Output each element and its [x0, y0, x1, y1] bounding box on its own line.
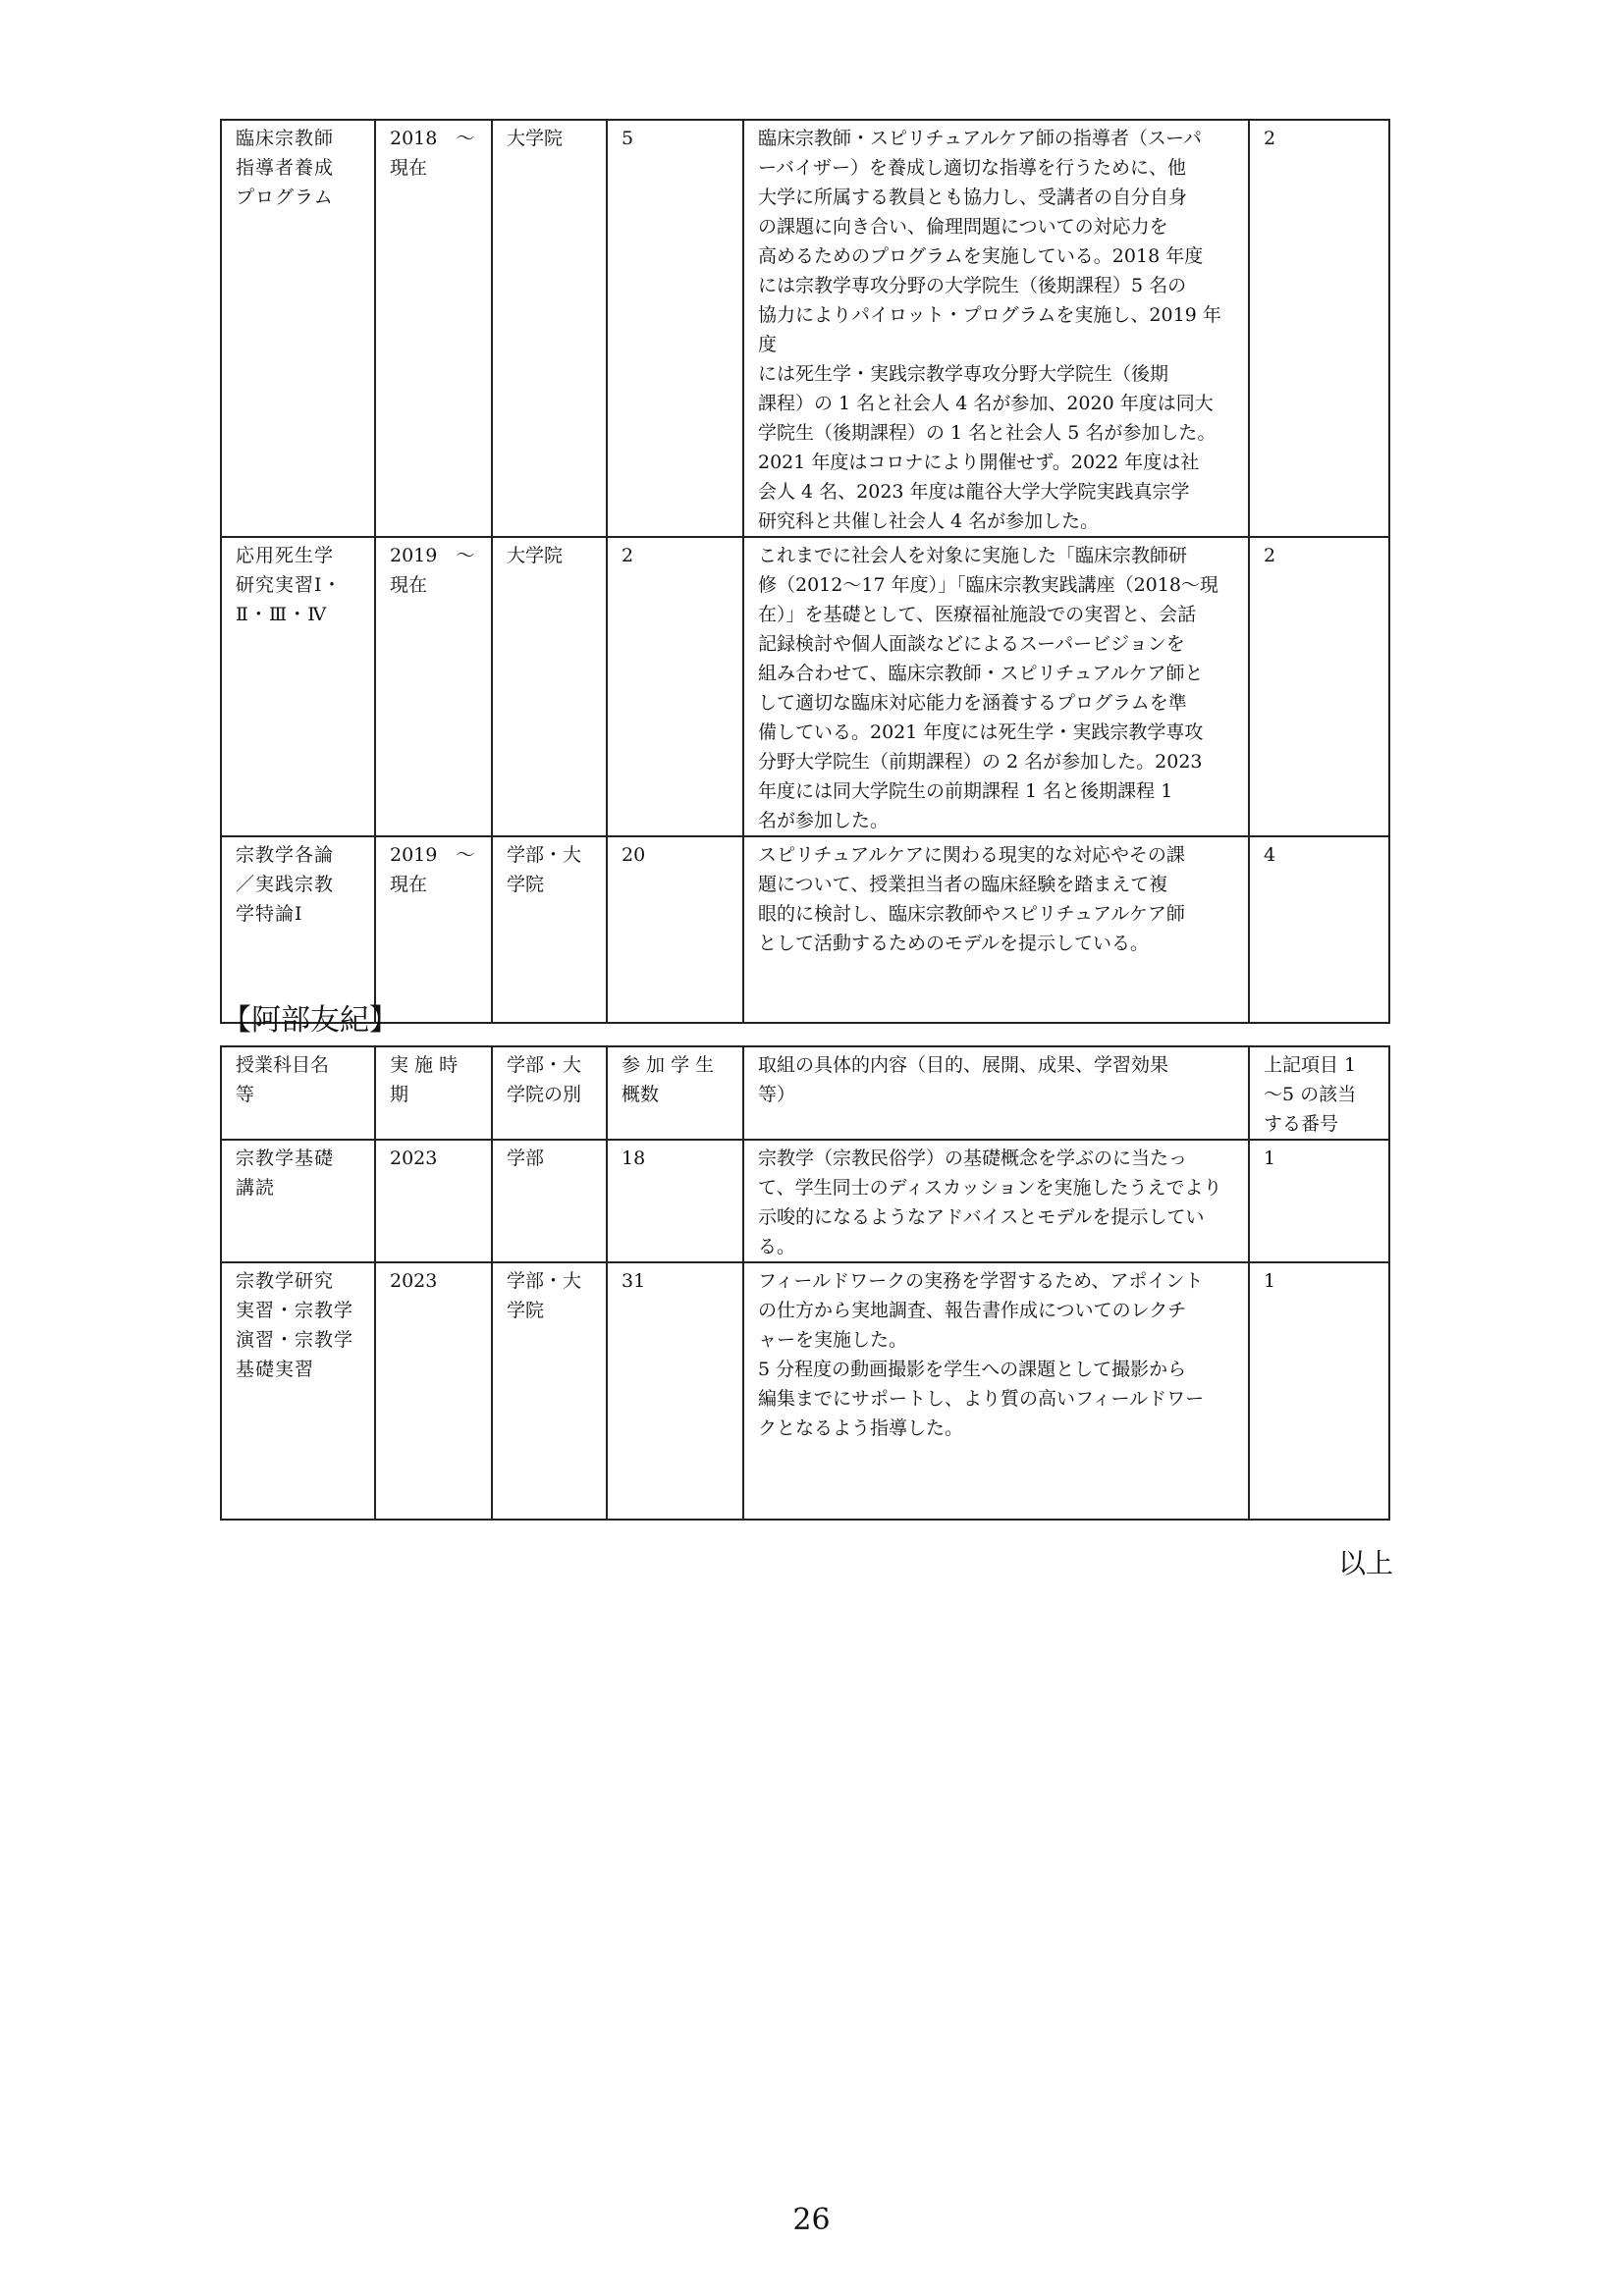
content-cell: フィールドワークの実務を学習するため、アポイント の仕方から実地調査、報告書作成についてのレクチ ャーを実施した。 5 分程度の動画撮影を学生への課題として撮影から 編集までにサポートし、より質の高いフィールドワー クとなるよう指導した。	[743, 1262, 1249, 1520]
table-row	[221, 537, 1389, 836]
level-cell: 学部	[492, 1140, 607, 1262]
header-level: 学部・大 学院の別	[492, 1046, 607, 1140]
course-name-cell: 宗教学各論 ／実践宗教 学特論Ⅰ	[221, 836, 375, 1023]
level-cell: 学部・大 学院	[492, 836, 607, 1023]
student-count-cell: 18	[607, 1140, 743, 1262]
header-item-number: 上記項目 1 ～5 の該当 する番号	[1249, 1046, 1389, 1140]
student-count-cell: 5	[607, 120, 743, 537]
table-row	[221, 1262, 1389, 1520]
header-content: 取組の具体的内容（目的、展開、成果、学習効果 等）	[743, 1046, 1249, 1140]
header-period: 実 施 時 期	[375, 1046, 492, 1140]
table-row	[221, 120, 1389, 537]
course-name-cell: 応用死生学 研究実習Ⅰ・ Ⅱ・Ⅲ・Ⅳ	[221, 537, 375, 836]
table-row	[221, 1140, 1389, 1262]
table-row	[221, 836, 1389, 1023]
item-number-cell: 2	[1249, 120, 1389, 537]
item-number-cell: 1	[1249, 1140, 1389, 1262]
content-cell: 臨床宗教師・スピリチュアルケア師の指導者（スーパ ーバイザー）を養成し適切な指導を行うために、他 大学に所属する教員とも協力し、受講者の自分自身 の課題に向き合い、倫理問題についての対応力を 高めるためのプログラムを実施している。2018 年度 には宗教学専攻分野の大学院生（後期課程）5 名の 協力によりパイロット・プログラムを実施し、2019 年度 には死生学・実践宗教学専攻分野大学院生（後期 課程）の 1 名と社会人 4 名が参加、2020 年度は同大 学院生（後期課程）の 1 名と社会人 5 名が参加した。 2021 年度はコロナにより開催せず。2022 年度は社 会人 4 名、2023 年度は龍谷大学大学院実践真宗学 研究科と共催し社会人 4 名が参加した。	[743, 120, 1249, 537]
content-cell: スピリチュアルケアに関わる現実的な対応やその課 題について、授業担当者の臨床経験を踏まえて複 眼的に検討し、臨床宗教師やスピリチュアルケア師 として活動するためのモデルを提示している。	[743, 836, 1249, 1023]
header-student-count: 参 加 学 生 概数	[607, 1046, 743, 1140]
level-cell: 学部・大 学院	[492, 1262, 607, 1520]
period-cell: 2019 ～ 現在	[375, 836, 492, 1023]
item-number-cell: 4	[1249, 836, 1389, 1023]
period-cell: 2019 ～ 現在	[375, 537, 492, 836]
page-number: 26	[792, 2203, 831, 2237]
header-course-name: 授業科目名 等	[221, 1046, 375, 1140]
content-cell: これまでに社会人を対象に実施した「臨床宗教師研 修（2012～17 年度）」「臨床宗教実践講座（2018～現 在）」を基礎として、医療福祉施設での実習と、会話 記録検討や個人面談などによるスーパービジョンを 組み合わせて、臨床宗教師・スピリチュアルケア師と して適切な臨床対応能力を涵養するプログラムを準 備している。2021 年度には死生学・実践宗教学専攻 分野大学院生（前期課程）の 2 名が参加した。2023 年度には同大学院生の前期課程 1 名と後期課程 1 名が参加した。	[743, 537, 1249, 836]
table-header-row	[221, 1046, 1389, 1140]
course-name-cell: 宗教学研究 実習・宗教学 演習・宗教学 基礎実習	[221, 1262, 375, 1520]
level-cell: 大学院	[492, 537, 607, 836]
period-cell: 2023	[375, 1140, 492, 1262]
level-cell: 大学院	[492, 120, 607, 537]
course-name-cell: 臨床宗教師 指導者養成 プログラム	[221, 120, 375, 537]
course-table-continued	[220, 119, 1390, 1024]
period-cell: 2023	[375, 1262, 492, 1520]
student-count-cell: 2	[607, 537, 743, 836]
course-name-cell: 宗教学基礎 講読	[221, 1140, 375, 1262]
closing-text: 以上	[1338, 1547, 1394, 1579]
item-number-cell: 2	[1249, 537, 1389, 836]
section-heading: 【阿部友紀】	[222, 1003, 399, 1038]
student-count-cell: 20	[607, 836, 743, 1023]
period-cell: 2018 ～ 現在	[375, 120, 492, 537]
student-count-cell: 31	[607, 1262, 743, 1520]
content-cell: 宗教学（宗教民俗学）の基礎概念を学ぶのに当たっ て、学生同士のディスカッションを実施したうえでより 示唆的になるようなアドバイスとモデルを提示してい る。	[743, 1140, 1249, 1262]
course-table-abe	[220, 1045, 1390, 1521]
item-number-cell: 1	[1249, 1262, 1389, 1520]
